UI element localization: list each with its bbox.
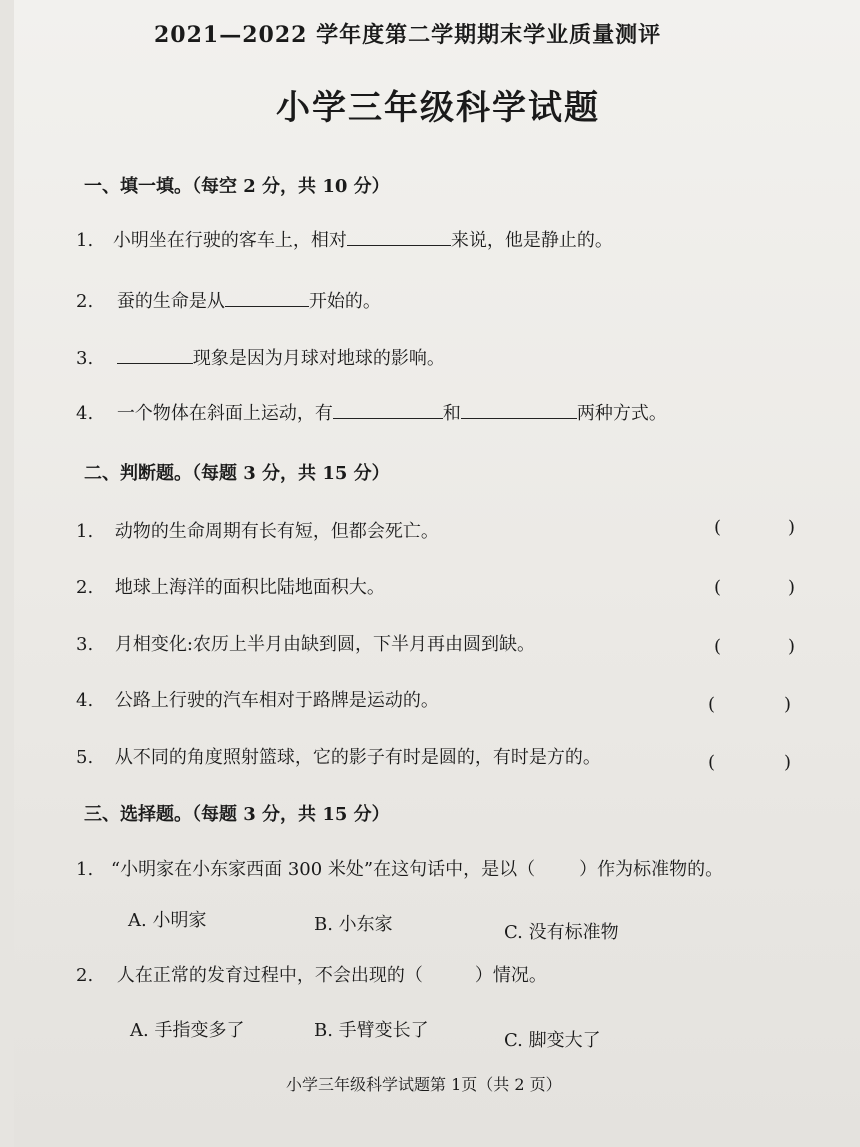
answer-paren-right: ) xyxy=(784,752,792,773)
section-multiple-choice-title: 三、选择题。（每题 3 分，共 15 分） xyxy=(84,804,390,825)
page-footer: 小学三年级科学试题第 1页（共 2 页） xyxy=(286,1075,562,1094)
answer-paren-right: ) xyxy=(788,636,796,657)
choice-question-1 xyxy=(76,855,723,881)
exam-title: 小学三年级科学试题 xyxy=(276,88,600,128)
choice-option-b[interactable]: B. 小东家 xyxy=(314,914,393,935)
answer-blank[interactable] xyxy=(333,400,443,419)
fill-question-3 xyxy=(76,344,445,370)
judge-question-4 xyxy=(76,686,439,712)
question-text: 人在正常的发育过程中，不会出现的（ xyxy=(116,965,423,986)
answer-paren-left: ( xyxy=(708,752,716,773)
judge-question-1 xyxy=(76,517,439,543)
section-true-false-title: 二、判断题。（每题 3 分，共 15 分） xyxy=(84,463,390,484)
question-number: 1. xyxy=(76,230,94,251)
question-number: 4. xyxy=(76,690,94,711)
question-number: 1. xyxy=(76,859,94,880)
question-number: 2. xyxy=(76,577,94,598)
question-text: 一个物体在斜面上运动，有 xyxy=(116,403,333,424)
choice-option-c[interactable]: C. 没有标准物 xyxy=(504,922,619,943)
question-text: 两种方式。 xyxy=(576,403,667,424)
question-number: 3. xyxy=(76,634,94,655)
judge-question-5 xyxy=(76,743,601,769)
question-text: 来说，他是静止的。 xyxy=(450,230,613,251)
choice-option-a[interactable]: A. 小明家 xyxy=(128,910,207,931)
question-number: 1. xyxy=(76,521,94,542)
question-text: “小明家在小东家西面 300 米处”在这句话中，是以（ xyxy=(110,859,536,880)
answer-paren-right: ) xyxy=(784,694,792,715)
question-text: 公路上行驶的汽车相对于路牌是运动的。 xyxy=(114,690,439,711)
judge-question-2 xyxy=(76,573,385,599)
question-text: 动物的生命周期有长有短，但都会死亡。 xyxy=(114,521,439,542)
question-text: 月相变化:农历上半月由缺到圆，下半月再由圆到缺。 xyxy=(114,634,535,655)
question-text: 蚕的生命是从 xyxy=(116,291,225,312)
answer-blank[interactable] xyxy=(461,400,577,419)
question-number: 2. xyxy=(76,965,94,986)
choice-question-2 xyxy=(76,961,547,987)
fill-question-4 xyxy=(76,399,667,425)
exam-period-header: 2021—2022 学年度第二学期期末学业质量测评 xyxy=(154,22,662,48)
question-text: ）作为标准物的。 xyxy=(579,859,724,880)
question-text: 从不同的角度照射篮球，它的影子有时是圆的，有时是方的。 xyxy=(114,747,601,768)
answer-paren-left: ( xyxy=(708,694,716,715)
question-text: 小明坐在行驶的客车上，相对 xyxy=(112,230,347,251)
answer-paren-left: ( xyxy=(714,577,722,598)
answer-paren-left: ( xyxy=(714,636,722,657)
section-fill-in-title: 一、填一填。（每空 2 分，共 10 分） xyxy=(84,176,390,197)
choice-option-b[interactable]: B. 手臂变长了 xyxy=(314,1020,429,1041)
answer-paren-left: ( xyxy=(714,517,722,538)
question-number: 3. xyxy=(76,348,94,369)
question-number: 2. xyxy=(76,291,94,312)
question-number: 4. xyxy=(76,403,94,424)
fill-question-1 xyxy=(76,226,613,252)
adjacent-page-edge xyxy=(0,0,14,1147)
choice-option-a[interactable]: A. 手指变多了 xyxy=(130,1020,245,1041)
question-text: ）情况。 xyxy=(474,965,547,986)
choice-option-c[interactable]: C. 脚变大了 xyxy=(504,1030,601,1051)
fill-question-2 xyxy=(76,287,381,313)
answer-paren-right: ) xyxy=(788,577,796,598)
question-text: 现象是因为月球对地球的影响。 xyxy=(192,348,445,369)
answer-paren-right: ) xyxy=(788,517,796,538)
question-text: 开始的。 xyxy=(308,291,381,312)
answer-blank[interactable] xyxy=(347,227,451,246)
question-number: 5. xyxy=(76,747,94,768)
question-text: 地球上海洋的面积比陆地面积大。 xyxy=(114,577,385,598)
question-text: 和 xyxy=(442,403,461,424)
judge-question-3 xyxy=(76,630,535,656)
exam-page xyxy=(14,0,860,1147)
answer-blank[interactable] xyxy=(225,288,309,307)
answer-blank[interactable] xyxy=(117,345,193,364)
